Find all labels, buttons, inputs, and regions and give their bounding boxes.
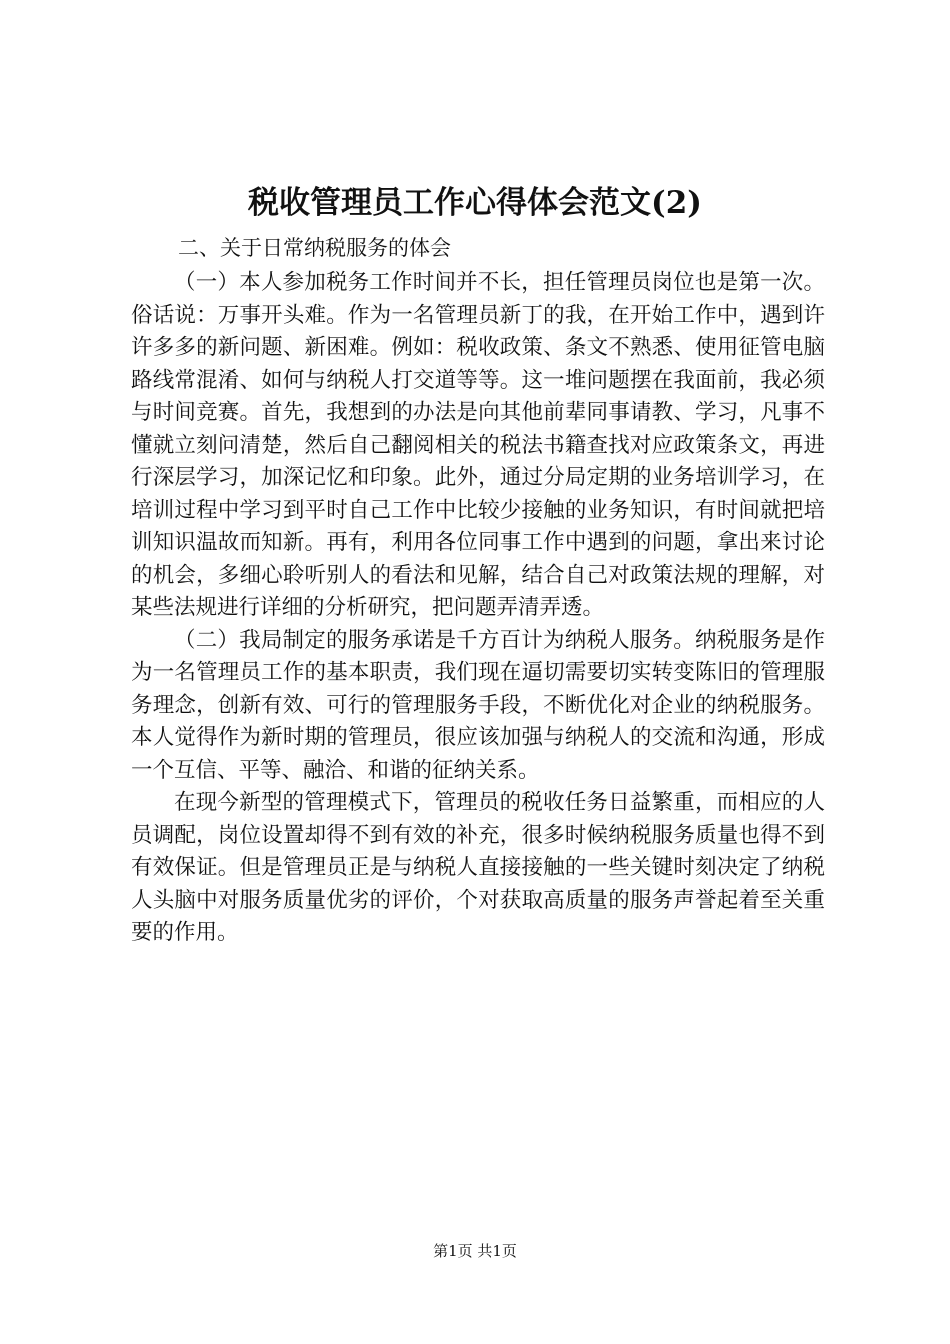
document-body [131, 267, 825, 950]
page-title: 税收管理员工作心得体会范文(2) [248, 185, 702, 221]
paragraph-3: 在现今新型的管理模式下，管理员的税收任务日益繁重，而相应的人员调配，岗位设置却得不到有效的补充，很多时候纳税服务质量也得不到有效保证。但是管理员正是与纳税人直接接触的一些关键时刻决定了纳税人头脑中对服务质量优劣的评价，个对获取高质量的服务声誉起着至关重要的作用。 [131, 790, 825, 945]
section-heading: 二、关于日常纳税服务的体会 [178, 236, 451, 260]
page-number-footer: 第1页 共1页 [433, 1242, 517, 1260]
paragraph-2: （二）我局制定的服务承诺是千方百计为纳税人服务。纳税服务是作为一名管理员工作的基本职责，我们现在逼切需要切实转变陈旧的管理服务理念，创新有效、可行的管理服务手段，不断优化对企业的纳税服务。本人觉得作为新时期的管理员，很应该加强与纳税人的交流和沟通，形成一个互信、平等、融洽、和谐的征纳关系。 [131, 627, 825, 783]
paragraph-1: （一）本人参加税务工作时间并不长，担任管理员岗位也是第一次。俗话说：万事开头难。作为一名管理员新丁的我，在开始工作中，遇到许许多多的新问题、新困难。例如：税收政策、条文不熟悉、使用征管电脑路线常混淆、如何与纳税人打交道等等。这一堆问题摆在我面前，我必须与时间竞赛。首先，我想到的办法是向其他前辈同事请教、学习，凡事不懂就立刻问清楚，然后自己翻阅相关的税法书籍查找对应政策条文，再进行深层学习，加深记忆和印象。此外，通过分局定期的业务培训学习，在培训过程中学习到平时自己工作中比较少接触的业务知识，有时间就把培训知识温故而知新。再有，利用各位同事工作中遇到的问题，拿出来讨论的机会，多细心聆听别人的看法和见解，结合自己对政策法规的理解，对某些法规进行详细的分析研究，把问题弄清弄透。 [131, 270, 825, 620]
